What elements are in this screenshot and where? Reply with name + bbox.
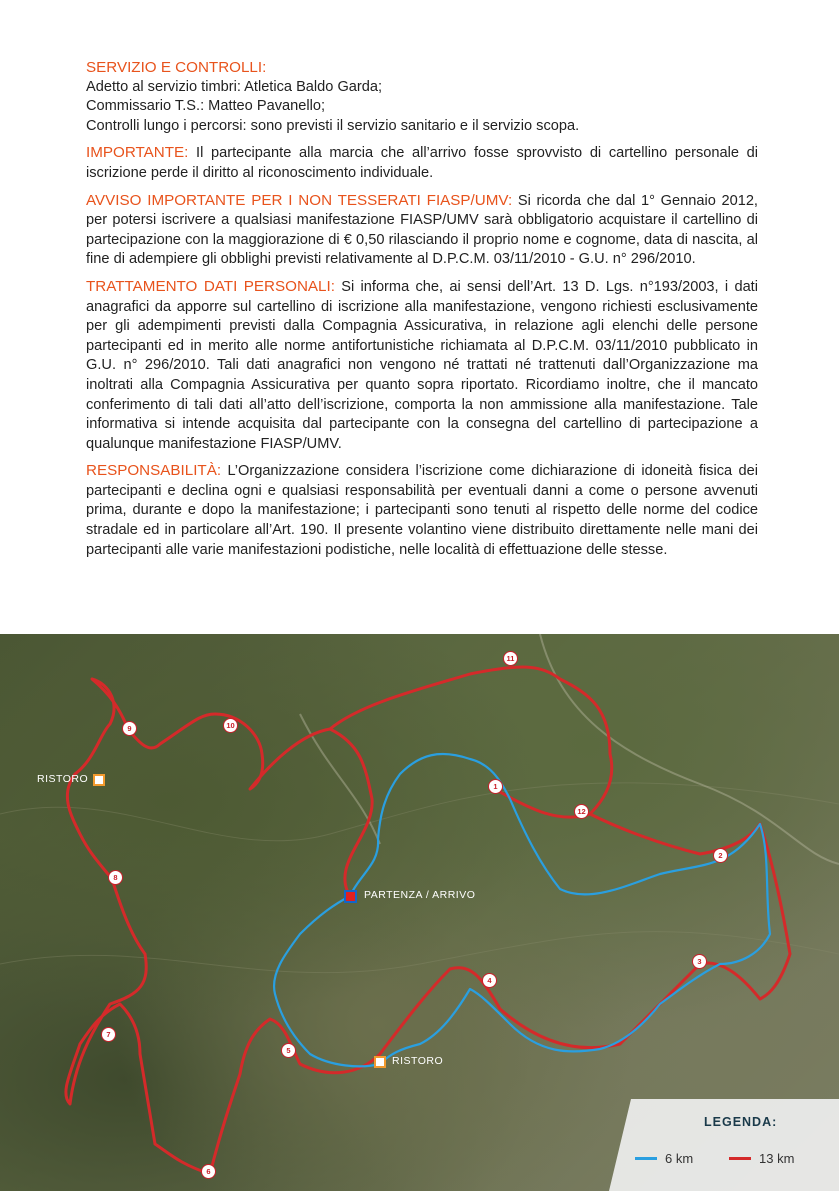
road-line xyxy=(540,634,839,864)
ristoro-north-label: RISTORO xyxy=(37,773,89,785)
legend-swatch-13km xyxy=(729,1157,751,1160)
start-finish-label: PARTENZA / ARRIVO xyxy=(364,889,476,901)
map-legend xyxy=(609,1099,839,1191)
section-heading: SERVIZIO E CONTROLLI: xyxy=(86,59,267,76)
route-marker: 7 xyxy=(101,1027,116,1042)
route-marker: 12 xyxy=(574,804,589,819)
route-marker: 10 xyxy=(223,718,238,733)
legend-title: LEGENDA: xyxy=(704,1115,778,1129)
section-body: L’Organizzazione considera l’iscrizione come dichiarazione di idoneità fisica dei partecipanti e declina ogni e qualsiasi responsabilità per eventuali danni a come o persone avvenuti prima, durante e dopo la manifestazione; i partecipanti sono tenuti al rispetto delle norme del codice stradale ed in particolare all’Art. 190. Il presente volantino viene distribuito direttamente nelle mani dei partecipanti alle varie manifestazioni podistiche, nelle località di effettuazione delle stesse. xyxy=(86,463,758,558)
section-line: Adetto al servizio timbri: Atletica Baldo Garda; xyxy=(86,78,383,95)
route-marker: 4 xyxy=(482,973,497,988)
legend-background xyxy=(609,1099,839,1191)
route-6km xyxy=(274,754,770,1066)
route-marker: 3 xyxy=(692,954,707,969)
route-13km xyxy=(66,667,790,1174)
section-heading: RESPONSABILITÀ: xyxy=(86,462,222,480)
section-heading: IMPORTANTE: xyxy=(86,144,189,162)
route-marker: 9 xyxy=(122,721,137,736)
section-servizio xyxy=(86,58,758,136)
ristoro-south-pin xyxy=(374,1056,386,1068)
section-line: Controlli lungo i percorsi: sono previsti il servizio sanitario e il servizio scopa. xyxy=(86,117,580,134)
section-responsabilita xyxy=(86,461,758,560)
route-marker: 2 xyxy=(713,848,728,863)
route-marker: 11 xyxy=(503,651,518,666)
section-body: Si informa che, ai sensi dell’Art. 13 D. Lgs. n°193/2003, i dati anagrafici da apporre sul cartellino di iscrizione alla manifestazione, vengono richiesti esclusivamente per gli adempimenti previsti dalla Compagnia Assicurativa, in relazione agli elenchi delle persone partecipanti ed in merito alle norme antifortunistiche richiamata al D.P.C.M. 03/11/2010 pubblicato in G.U. n° 296/2010. Tali dati anagrafici non vengono né trattati né trattenuti dall’Organizzazione ma inoltrati alla Compagnia Assicurativa per quanto sopra riportato. Ricordiamo inoltre, che il mancato conferimento di tali dati all’atto dell’iscrizione, comporta la non ammissione alla manifestazione. Tale informativa si intende acquisita dal partecipante con la consegna del cartellino di partecipazione a qualunque manifestazione FIASP/UMV. xyxy=(86,278,758,452)
ristoro-south-label: RISTORO xyxy=(392,1055,444,1067)
section-importante xyxy=(86,143,758,183)
legend-label-6km: 6 km xyxy=(665,1151,694,1166)
route-marker: 5 xyxy=(281,1043,296,1058)
ristoro-north-pin xyxy=(93,774,105,786)
section-heading: TRATTAMENTO DATI PERSONALI: xyxy=(86,277,335,295)
section-heading: AVVISO IMPORTANTE PER I NON TESSERATI FIASP/UMV: xyxy=(86,191,513,209)
legend-label-13km: 13 km xyxy=(759,1151,795,1166)
info-text xyxy=(86,58,758,567)
section-avviso xyxy=(86,191,758,270)
route-marker: 1 xyxy=(488,779,503,794)
route-marker: 8 xyxy=(108,870,123,885)
section-trattamento-dati xyxy=(86,277,758,454)
section-line: Commissario T.S.: Matteo Pavanello; xyxy=(86,98,326,115)
route-map xyxy=(0,634,839,1191)
route-marker: 6 xyxy=(201,1164,216,1179)
terrain-line xyxy=(0,783,839,841)
section-body: Il partecipante alla marcia che all’arrivo fosse sprovvisto di cartellino personale di iscrizione perde il diritto al riconoscimento individuale. xyxy=(86,145,758,181)
legend-swatch-6km xyxy=(635,1157,657,1160)
start-finish-pin xyxy=(344,890,357,903)
section-body: Si ricorda che dal 1° Gennaio 2012, per potersi iscrivere a qualsiasi manifestazione FIASP/UMV sarà obbligatorio acquistare il cartellino di partecipazione con la maggiorazione di € 0,50 rilasciando il proprio nome e cognome, data di nascita, al fine di adempiere gli obblighi previsti relativamente al D.P.C.M. 03/11/2010 - G.U. n° 296/2010. xyxy=(86,192,758,268)
